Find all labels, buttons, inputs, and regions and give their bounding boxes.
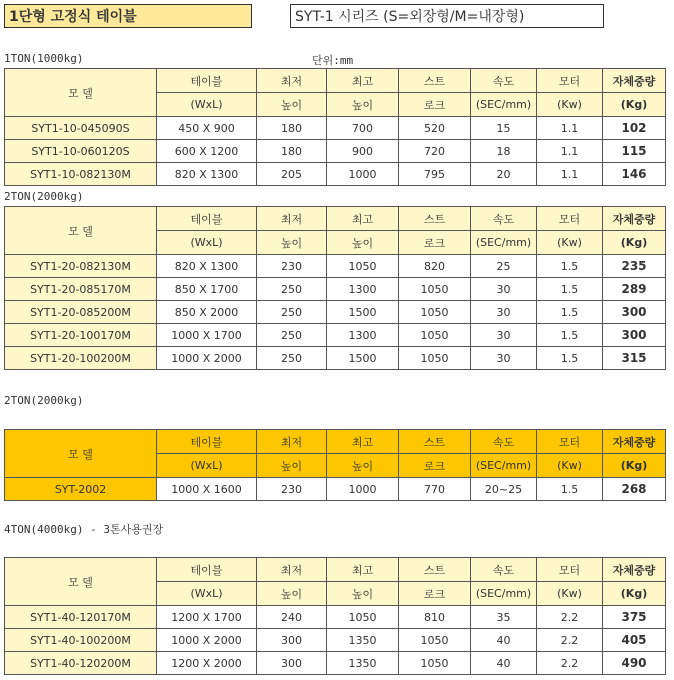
- cell-speed: 40: [471, 629, 537, 652]
- cell-motor: 1.5: [537, 324, 603, 347]
- cell-weight: 268: [603, 478, 666, 501]
- cell-stroke: 1050: [399, 652, 471, 675]
- header-min-line1: 최저: [257, 69, 327, 93]
- table-row: [5, 301, 666, 324]
- cell-table: 1000 X 2000: [157, 347, 257, 370]
- cell-min: 300: [257, 629, 327, 652]
- cell-stroke: 1050: [399, 629, 471, 652]
- header-motor-line1: 모터: [537, 430, 603, 454]
- page-title: 1단형 고정식 테이블: [4, 4, 252, 28]
- header-speed-line2: (SEC/mm): [471, 454, 537, 478]
- cell-motor: 2.2: [537, 652, 603, 675]
- cell-min: 180: [257, 117, 327, 140]
- header-min-line1: 최저: [257, 430, 327, 454]
- cell-motor: 2.2: [537, 629, 603, 652]
- cell-max: 1000: [327, 163, 399, 186]
- cell-weight: 102: [603, 117, 666, 140]
- cell-table: 600 X 1200: [157, 140, 257, 163]
- section-label-2ton-b: 2TON(2000kg): [4, 394, 84, 407]
- spec-table-3: [4, 557, 666, 675]
- header-motor-line2: (Kw): [537, 93, 603, 117]
- header-stroke-line1: 스트: [399, 69, 471, 93]
- cell-weight: 289: [603, 278, 666, 301]
- cell-motor: 1.5: [537, 255, 603, 278]
- header-table-line1: 테이블: [157, 207, 257, 231]
- cell-table: 1200 X 1700: [157, 606, 257, 629]
- header-motor-line1: 모터: [537, 207, 603, 231]
- header-min-line2: 높이: [257, 93, 327, 117]
- cell-model: SYT1-10-082130M: [5, 163, 157, 186]
- header-stroke-line2: 로크: [399, 231, 471, 255]
- cell-table: 1000 X 2000: [157, 629, 257, 652]
- header-motor-line2: (Kw): [537, 454, 603, 478]
- header-weight-line2: (Kg): [603, 231, 666, 255]
- header-max-line1: 최고: [327, 69, 399, 93]
- cell-weight: 405: [603, 629, 666, 652]
- cell-min: 230: [257, 478, 327, 501]
- cell-motor: 1.5: [537, 301, 603, 324]
- cell-min: 250: [257, 278, 327, 301]
- header-speed-line2: (SEC/mm): [471, 231, 537, 255]
- cell-model: SYT1-10-045090S: [5, 117, 157, 140]
- cell-max: 1350: [327, 652, 399, 675]
- header-motor-line1: 모터: [537, 69, 603, 93]
- cell-max: 1000: [327, 478, 399, 501]
- cell-speed: 30: [471, 324, 537, 347]
- cell-speed: 30: [471, 301, 537, 324]
- table-row: [5, 163, 666, 186]
- cell-motor: 1.1: [537, 117, 603, 140]
- cell-stroke: 1050: [399, 278, 471, 301]
- header-max-line1: 최고: [327, 430, 399, 454]
- cell-stroke: 770: [399, 478, 471, 501]
- cell-model: SYT1-40-120170M: [5, 606, 157, 629]
- cell-weight: 300: [603, 301, 666, 324]
- cell-max: 1300: [327, 278, 399, 301]
- cell-weight: 235: [603, 255, 666, 278]
- cell-min: 250: [257, 301, 327, 324]
- cell-speed: 20: [471, 163, 537, 186]
- header-min-line2: 높이: [257, 231, 327, 255]
- cell-min: 250: [257, 347, 327, 370]
- header-speed-line1: 속도: [471, 558, 537, 582]
- cell-speed: 15: [471, 117, 537, 140]
- cell-stroke: 820: [399, 255, 471, 278]
- table-row: [5, 117, 666, 140]
- cell-model: SYT1-40-120200M: [5, 652, 157, 675]
- cell-model: SYT1-20-100200M: [5, 347, 157, 370]
- cell-stroke: 810: [399, 606, 471, 629]
- cell-motor: 1.1: [537, 140, 603, 163]
- cell-weight: 490: [603, 652, 666, 675]
- header-stroke-line2: 로크: [399, 93, 471, 117]
- table-row: [5, 140, 666, 163]
- cell-weight: 375: [603, 606, 666, 629]
- cell-weight: 300: [603, 324, 666, 347]
- cell-speed: 40: [471, 652, 537, 675]
- cell-weight: 146: [603, 163, 666, 186]
- header-max-line2: 높이: [327, 454, 399, 478]
- header-speed-line1: 속도: [471, 207, 537, 231]
- header-table-line2: (WxL): [157, 454, 257, 478]
- cell-table: 1000 X 1700: [157, 324, 257, 347]
- header-motor-line1: 모터: [537, 558, 603, 582]
- table-row: [5, 255, 666, 278]
- cell-max: 1500: [327, 347, 399, 370]
- cell-speed: 30: [471, 347, 537, 370]
- cell-model: SYT-2002: [5, 478, 157, 501]
- header-table-line1: 테이블: [157, 69, 257, 93]
- cell-table: 1200 X 2000: [157, 652, 257, 675]
- cell-speed: 25: [471, 255, 537, 278]
- cell-weight: 115: [603, 140, 666, 163]
- cell-max: 900: [327, 140, 399, 163]
- header-max-line2: 높이: [327, 231, 399, 255]
- spec-table-2: [4, 429, 666, 501]
- header-min-line1: 최저: [257, 207, 327, 231]
- header-weight-line1: 자체중량: [603, 430, 666, 454]
- header-stroke-line1: 스트: [399, 558, 471, 582]
- header-speed-line1: 속도: [471, 430, 537, 454]
- cell-motor: 1.5: [537, 278, 603, 301]
- cell-speed: 20~25: [471, 478, 537, 501]
- cell-motor: 2.2: [537, 606, 603, 629]
- cell-stroke: 1050: [399, 347, 471, 370]
- header-motor-line2: (Kw): [537, 231, 603, 255]
- unit-label: 단위:mm: [312, 54, 354, 67]
- header-min-line2: 높이: [257, 454, 327, 478]
- header-model: 모 델: [5, 69, 157, 117]
- cell-table: 820 X 1300: [157, 255, 257, 278]
- table-row: [5, 478, 666, 501]
- header-model: 모 델: [5, 558, 157, 606]
- section-label-4ton: 4TON(4000kg) - 3톤사용권장: [4, 523, 164, 536]
- header-stroke-line1: 스트: [399, 207, 471, 231]
- cell-table: 1000 X 1600: [157, 478, 257, 501]
- cell-model: SYT1-10-060120S: [5, 140, 157, 163]
- cell-weight: 315: [603, 347, 666, 370]
- cell-max: 1350: [327, 629, 399, 652]
- table-row: [5, 606, 666, 629]
- cell-max: 1300: [327, 324, 399, 347]
- header-weight-line1: 자체중량: [603, 558, 666, 582]
- cell-model: SYT1-20-100170M: [5, 324, 157, 347]
- header-model: 모 델: [5, 430, 157, 478]
- cell-table: 450 X 900: [157, 117, 257, 140]
- header-weight-line2: (Kg): [603, 582, 666, 606]
- cell-max: 1050: [327, 606, 399, 629]
- header-min-line2: 높이: [257, 582, 327, 606]
- header-weight-line1: 자체중량: [603, 69, 666, 93]
- cell-speed: 18: [471, 140, 537, 163]
- cell-table: 820 X 1300: [157, 163, 257, 186]
- section-label-2ton: 2TON(2000kg): [4, 190, 84, 203]
- header-max-line2: 높이: [327, 582, 399, 606]
- table-row: [5, 629, 666, 652]
- cell-motor: 1.5: [537, 347, 603, 370]
- cell-motor: 1.1: [537, 163, 603, 186]
- table-row: [5, 324, 666, 347]
- header-speed-line2: (SEC/mm): [471, 93, 537, 117]
- cell-min: 240: [257, 606, 327, 629]
- table-row: [5, 652, 666, 675]
- cell-max: 700: [327, 117, 399, 140]
- cell-table: 850 X 2000: [157, 301, 257, 324]
- header-table-line1: 테이블: [157, 430, 257, 454]
- header-model: 모 델: [5, 207, 157, 255]
- header-table-line1: 테이블: [157, 558, 257, 582]
- header-motor-line2: (Kw): [537, 582, 603, 606]
- series-title: SYT-1 시리즈 (S=외장형/M=내장형): [290, 4, 604, 28]
- cell-speed: 35: [471, 606, 537, 629]
- cell-max: 1500: [327, 301, 399, 324]
- header-max-line2: 높이: [327, 93, 399, 117]
- cell-min: 230: [257, 255, 327, 278]
- spec-table-1: [4, 206, 666, 370]
- header-weight-line2: (Kg): [603, 93, 666, 117]
- cell-stroke: 520: [399, 117, 471, 140]
- cell-stroke: 1050: [399, 324, 471, 347]
- header-table-line2: (WxL): [157, 231, 257, 255]
- cell-min: 250: [257, 324, 327, 347]
- header-weight-line1: 자체중량: [603, 207, 666, 231]
- section-label-1ton: 1TON(1000kg): [4, 52, 84, 65]
- cell-table: 850 X 1700: [157, 278, 257, 301]
- cell-stroke: 720: [399, 140, 471, 163]
- cell-stroke: 1050: [399, 301, 471, 324]
- header-stroke-line2: 로크: [399, 582, 471, 606]
- header-table-line2: (WxL): [157, 582, 257, 606]
- cell-model: SYT1-20-085200M: [5, 301, 157, 324]
- table-row: [5, 278, 666, 301]
- cell-model: SYT1-20-082130M: [5, 255, 157, 278]
- header-max-line1: 최고: [327, 207, 399, 231]
- table-row: [5, 347, 666, 370]
- cell-min: 205: [257, 163, 327, 186]
- header-weight-line2: (Kg): [603, 454, 666, 478]
- cell-motor: 1.5: [537, 478, 603, 501]
- header-min-line1: 최저: [257, 558, 327, 582]
- header-speed-line1: 속도: [471, 69, 537, 93]
- spec-table-0: [4, 68, 666, 186]
- header-table-line2: (WxL): [157, 93, 257, 117]
- header-max-line1: 최고: [327, 558, 399, 582]
- cell-stroke: 795: [399, 163, 471, 186]
- cell-max: 1050: [327, 255, 399, 278]
- cell-model: SYT1-40-100200M: [5, 629, 157, 652]
- cell-model: SYT1-20-085170M: [5, 278, 157, 301]
- header-speed-line2: (SEC/mm): [471, 582, 537, 606]
- cell-min: 300: [257, 652, 327, 675]
- cell-min: 180: [257, 140, 327, 163]
- header-stroke-line2: 로크: [399, 454, 471, 478]
- cell-speed: 30: [471, 278, 537, 301]
- header-stroke-line1: 스트: [399, 430, 471, 454]
